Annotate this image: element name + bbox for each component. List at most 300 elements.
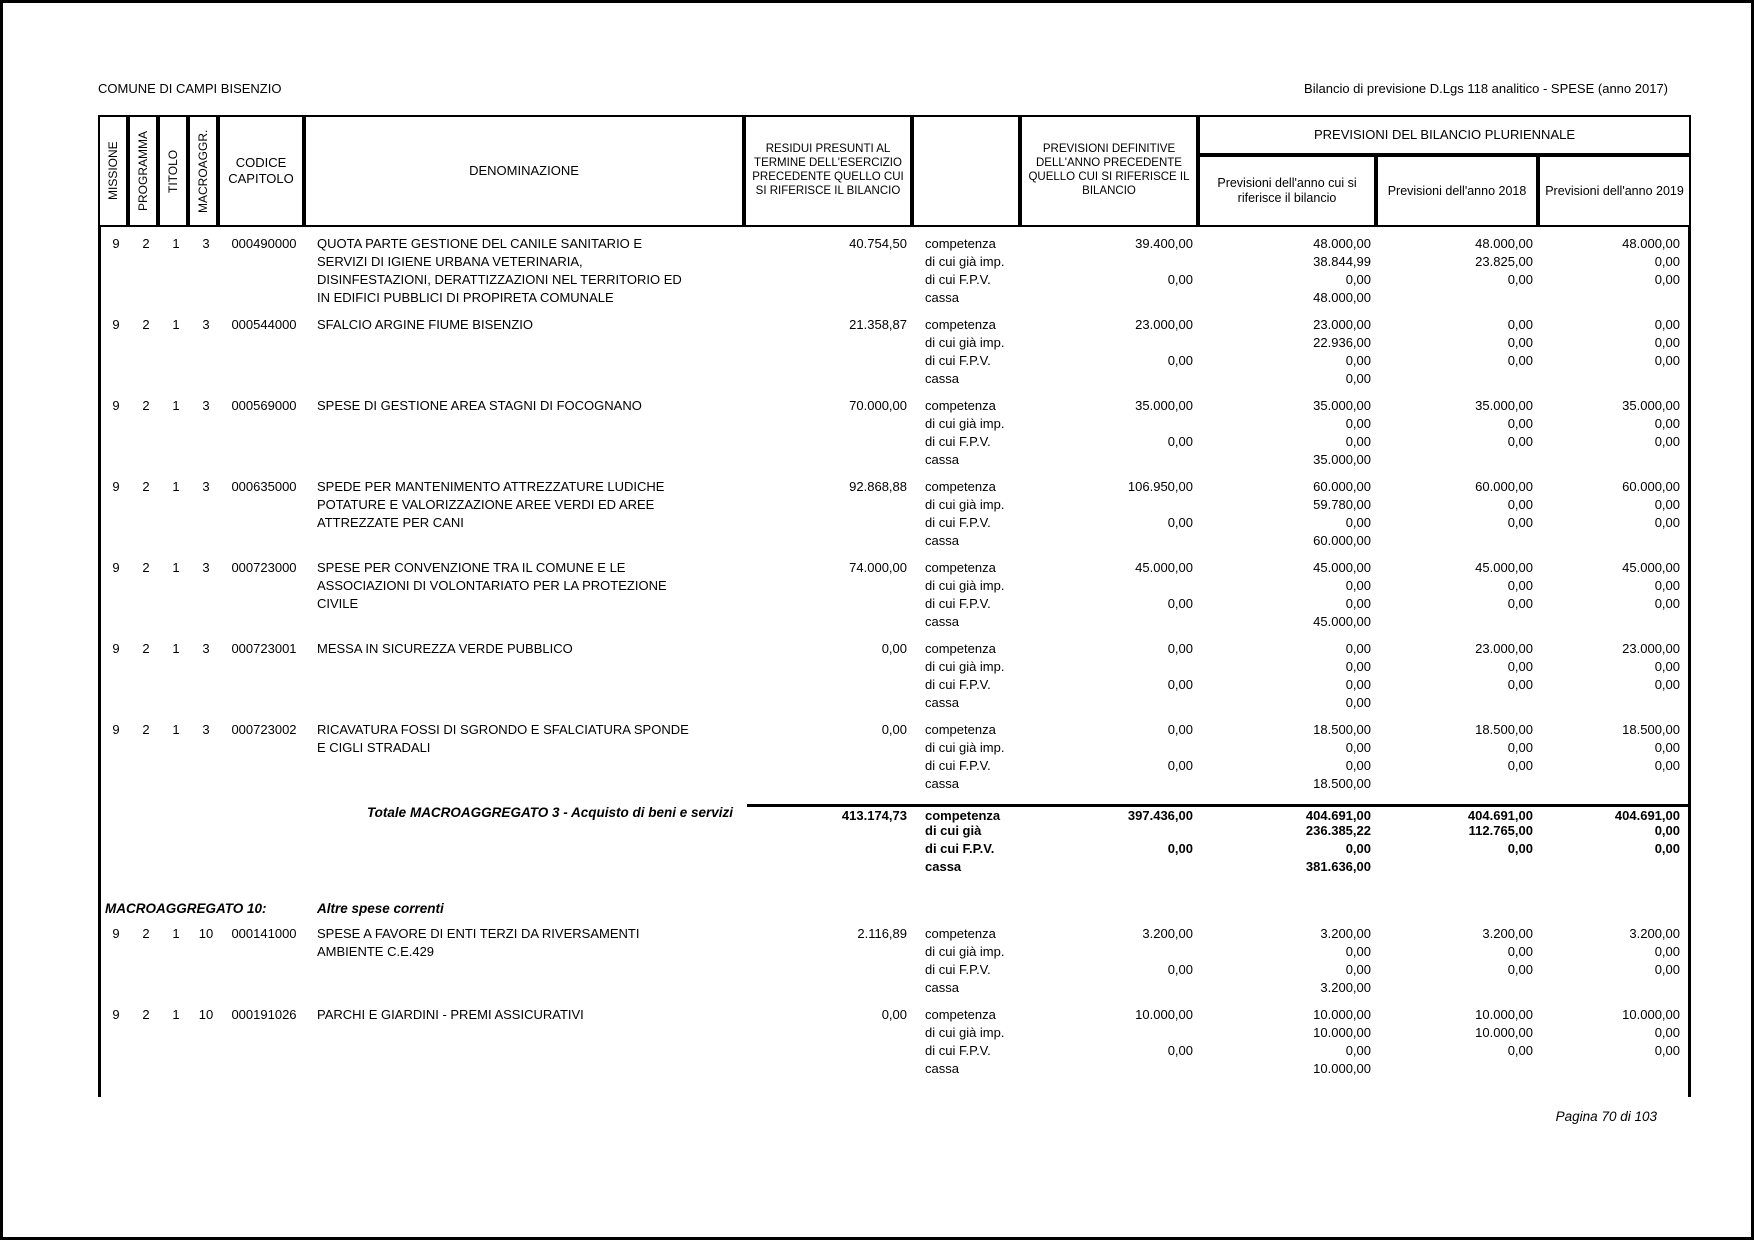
anno-2019-value: 0,00 bbox=[1654, 944, 1680, 959]
anno-2018-value: 48.000,00 bbox=[1475, 236, 1533, 251]
macroaggr-value: 3 bbox=[202, 479, 210, 494]
anno-bilancio-value: 0,00 bbox=[1345, 962, 1371, 977]
line-label: competenza bbox=[925, 236, 996, 251]
residui-value: 2.116,89 bbox=[857, 926, 907, 941]
anno-2019-value: 48.000,00 bbox=[1622, 236, 1680, 251]
anno-2018-value bbox=[1379, 370, 1541, 388]
previsioni-definitive-value: 3.200,00 bbox=[1142, 926, 1193, 941]
page-number: Pagina 70 di 103 bbox=[1555, 1109, 1657, 1124]
macroaggregato-title: Altre spese correnti bbox=[317, 901, 444, 916]
anno-2019-value bbox=[1541, 613, 1688, 631]
line-label: di cui F.P.V. bbox=[925, 596, 991, 611]
anno-2019-value: 404.691,00 bbox=[1541, 804, 1688, 822]
programma-value: 2 bbox=[142, 317, 150, 332]
titolo-value: 1 bbox=[172, 398, 180, 413]
programma-value: 2 bbox=[142, 236, 150, 251]
anno-bilancio-value: 10.000,00 bbox=[1313, 1025, 1371, 1040]
anno-bilancio-value: 22.936,00 bbox=[1313, 335, 1371, 350]
denominazione bbox=[307, 925, 747, 997]
anno-bilancio-value: 0,00 bbox=[1345, 740, 1371, 755]
anno-2019-value: 0,00 bbox=[1654, 962, 1680, 977]
previsioni-definitive-value: 0,00 bbox=[1167, 758, 1193, 773]
col-header-missione: MISSIONE bbox=[98, 115, 128, 227]
denominazione-line: SFALCIO ARGINE FIUME BISENZIO bbox=[317, 317, 533, 332]
titolo-value: 1 bbox=[172, 479, 180, 494]
codice-capitolo-value: 000544000 bbox=[231, 317, 297, 332]
anno-2019-value: 0,00 bbox=[1654, 497, 1680, 512]
anno-2018-value: 0,00 bbox=[1507, 434, 1533, 449]
programma-value: 2 bbox=[142, 398, 150, 413]
anno-2018-value: 0,00 bbox=[1507, 497, 1533, 512]
previsioni-definitive-value: 10.000,00 bbox=[1135, 1007, 1193, 1022]
totale-label: Totale MACROAGGREGATO 3 - Acquisto di beni e servizi bbox=[366, 805, 733, 820]
anno-2018-value bbox=[1379, 532, 1541, 550]
codice-capitolo-value: 000569000 bbox=[231, 398, 297, 413]
anno-bilancio-value: 10.000,00 bbox=[1313, 1007, 1371, 1022]
missione-value: 9 bbox=[112, 479, 120, 494]
anno-2018-value: 0,00 bbox=[1507, 353, 1533, 368]
anno-2019-value bbox=[1541, 370, 1688, 388]
denominazione-line: SPEDE PER MANTENIMENTO ATTREZZATURE LUDICHE bbox=[317, 479, 665, 494]
codice-capitolo-value: 000723001 bbox=[231, 641, 297, 656]
line-label: di cui già imp. bbox=[925, 254, 1005, 269]
denominazione bbox=[307, 721, 747, 793]
col-header-anno-2018: Previsioni dell'anno 2018 bbox=[1376, 155, 1538, 227]
residui-value: 74.000,00 bbox=[849, 560, 907, 575]
previsioni-definitive-value bbox=[1023, 858, 1201, 876]
residui-value: 0,00 bbox=[881, 641, 907, 656]
titolo-value: 1 bbox=[172, 317, 180, 332]
anno-2019-value bbox=[1541, 451, 1688, 469]
anno-2018-value bbox=[1379, 613, 1541, 631]
denominazione-line: POTATURE E VALORIZZAZIONE AREE VERDI ED AREE bbox=[317, 497, 655, 512]
previsioni-definitive-value bbox=[1023, 496, 1201, 514]
anno-2019-value: 0,00 bbox=[1654, 272, 1680, 287]
denominazione bbox=[307, 1006, 747, 1078]
missione-value: 9 bbox=[112, 722, 120, 737]
previsioni-definitive-value bbox=[1023, 370, 1201, 388]
anno-2018-value: 0,00 bbox=[1507, 272, 1533, 287]
anno-2019-value: 0,00 bbox=[1654, 416, 1680, 431]
anno-bilancio-value: 0,00 bbox=[1345, 371, 1371, 386]
anno-2019-value: 0,00 bbox=[1654, 317, 1680, 332]
anno-bilancio-value: 0,00 bbox=[1345, 677, 1371, 692]
codice-capitolo-value: 000490000 bbox=[231, 236, 297, 251]
line-label: competenza bbox=[925, 317, 996, 332]
anno-2019-value: 3.200,00 bbox=[1629, 926, 1680, 941]
line-label: di cui F.P.V. bbox=[925, 962, 991, 977]
previsioni-definitive-value: 0,00 bbox=[1167, 722, 1193, 737]
anno-bilancio-value: 60.000,00 bbox=[1313, 533, 1371, 548]
line-label: di cui F.P.V. bbox=[925, 353, 991, 368]
table-header bbox=[98, 115, 1691, 227]
anno-2018-value: 0,00 bbox=[1507, 740, 1533, 755]
previsioni-definitive-value: 397.436,00 bbox=[1023, 804, 1201, 822]
anno-2019-value bbox=[1541, 979, 1688, 997]
line-label: competenza bbox=[925, 560, 996, 575]
missione-value: 9 bbox=[112, 317, 120, 332]
anno-bilancio-value: 0,00 bbox=[1345, 353, 1371, 368]
line-label: cassa bbox=[925, 695, 959, 710]
line-label: competenza bbox=[925, 1007, 996, 1022]
line-label: cassa bbox=[925, 776, 959, 791]
anno-2019-value bbox=[1541, 532, 1688, 550]
anno-2018-value: 0,00 bbox=[1507, 758, 1533, 773]
anno-2019-value: 0,00 bbox=[1654, 335, 1680, 350]
col-header-macroaggr: MACROAGGR. bbox=[188, 115, 218, 227]
line-label: di cui F.P.V. bbox=[925, 841, 995, 856]
capitolo-row bbox=[101, 397, 1688, 478]
macroaggr-value: 3 bbox=[202, 398, 210, 413]
line-label: cassa bbox=[925, 859, 962, 874]
macroaggr-value: 10 bbox=[198, 1007, 214, 1022]
anno-bilancio-value: 0,00 bbox=[1345, 641, 1371, 656]
anno-2018-value bbox=[1379, 858, 1541, 876]
line-label: di cui già imp. bbox=[925, 497, 1005, 512]
anno-2018-value: 0,00 bbox=[1507, 416, 1533, 431]
page-header bbox=[98, 81, 1668, 96]
codice-capitolo-value: 000723000 bbox=[231, 560, 297, 575]
anno-bilancio-value: 381.636,00 bbox=[1305, 859, 1371, 874]
anno-2019-value: 0,00 bbox=[1654, 596, 1680, 611]
anno-2018-value: 0,00 bbox=[1507, 659, 1533, 674]
anno-2018-value bbox=[1379, 1060, 1541, 1078]
denominazione-line: SERVIZI DI IGIENE URBANA VETERINARIA, bbox=[317, 254, 583, 269]
line-label: di cui già imp. bbox=[925, 944, 1005, 959]
previsioni-definitive-value: 39.400,00 bbox=[1135, 236, 1193, 251]
col-header-programma: PROGRAMMA bbox=[128, 115, 158, 227]
anno-bilancio-value: 48.000,00 bbox=[1313, 290, 1371, 305]
anno-2019-value: 10.000,00 bbox=[1622, 1007, 1680, 1022]
line-label: di cui già imp. bbox=[925, 578, 1005, 593]
previsioni-definitive-value bbox=[1023, 334, 1201, 352]
line-label: competenza bbox=[925, 641, 996, 656]
anno-2018-value: 404.691,00 bbox=[1379, 804, 1541, 822]
anno-bilancio-value: 404.691,00 bbox=[1201, 804, 1379, 822]
denominazione-line: MESSA IN SICUREZZA VERDE PUBBLICO bbox=[317, 641, 573, 656]
anno-bilancio-value: 0,00 bbox=[1345, 434, 1371, 449]
missione-value: 9 bbox=[112, 1007, 120, 1022]
previsioni-definitive-value bbox=[1023, 979, 1201, 997]
line-label: cassa bbox=[925, 290, 959, 305]
titolo-value: 1 bbox=[172, 926, 180, 941]
residui-value: 70.000,00 bbox=[849, 398, 907, 413]
anno-bilancio-value: 3.200,00 bbox=[1320, 926, 1371, 941]
anno-bilancio-value: 0,00 bbox=[1345, 841, 1371, 856]
previsioni-definitive-value: 0,00 bbox=[1167, 677, 1193, 692]
anno-2018-value: 0,00 bbox=[1507, 944, 1533, 959]
denominazione-line: CIVILE bbox=[317, 596, 359, 611]
titolo-value: 1 bbox=[172, 722, 180, 737]
budget-table bbox=[98, 115, 1691, 1097]
anno-bilancio-value: 45.000,00 bbox=[1313, 560, 1371, 575]
macroaggr-value: 3 bbox=[202, 317, 210, 332]
anno-bilancio-value: 35.000,00 bbox=[1313, 452, 1371, 467]
anno-2018-value: 0,00 bbox=[1507, 841, 1533, 856]
anno-2018-value bbox=[1379, 979, 1541, 997]
line-label: cassa bbox=[925, 452, 959, 467]
residui-value: 21.358,87 bbox=[849, 317, 907, 332]
denominazione-line: SPESE PER CONVENZIONE TRA IL COMUNE E LE bbox=[317, 560, 626, 575]
capitolo-row bbox=[101, 559, 1688, 640]
capitolo-row bbox=[101, 925, 1688, 1006]
residui-value: 0,00 bbox=[881, 722, 907, 737]
previsioni-definitive-value bbox=[1023, 658, 1201, 676]
programma-value: 2 bbox=[142, 722, 150, 737]
programma-value: 2 bbox=[142, 1007, 150, 1022]
capitolo-row bbox=[101, 235, 1688, 316]
anno-2019-value: 0,00 bbox=[1654, 434, 1680, 449]
capitolo-row bbox=[101, 1006, 1688, 1087]
totale-row bbox=[101, 804, 1688, 885]
anno-2018-value: 23.000,00 bbox=[1475, 641, 1533, 656]
line-label: competenza bbox=[925, 398, 996, 413]
anno-2019-value bbox=[1541, 1060, 1688, 1078]
anno-2019-value bbox=[1541, 289, 1688, 307]
anno-2019-value: 0,00 bbox=[1654, 578, 1680, 593]
anno-2019-value: 45.000,00 bbox=[1622, 560, 1680, 575]
denominazione-line: IN EDIFICI PUBBLICI DI PROPIRETA COMUNALE bbox=[317, 290, 614, 305]
table-body bbox=[98, 227, 1691, 1097]
previsioni-definitive-value: 0,00 bbox=[1167, 272, 1193, 287]
capitolo-row bbox=[101, 640, 1688, 721]
anno-2018-value: 10.000,00 bbox=[1475, 1007, 1533, 1022]
previsioni-definitive-value bbox=[1023, 775, 1201, 793]
anno-bilancio-value: 0,00 bbox=[1345, 659, 1371, 674]
anno-2018-value: 0,00 bbox=[1507, 677, 1533, 692]
capitolo-row bbox=[101, 721, 1688, 802]
line-label: di cui F.P.V. bbox=[925, 515, 991, 530]
line-label: di cui già imp. bbox=[925, 740, 1005, 755]
anno-2018-value: 18.500,00 bbox=[1475, 722, 1533, 737]
anno-bilancio-value: 0,00 bbox=[1345, 578, 1371, 593]
previsioni-definitive-value bbox=[1023, 613, 1201, 631]
col-header-denominazione: DENOMINAZIONE bbox=[304, 115, 744, 227]
anno-bilancio-value: 10.000,00 bbox=[1313, 1061, 1371, 1076]
col-header-pluriennale: PREVISIONI DEL BILANCIO PLURIENNALE bbox=[1198, 115, 1691, 155]
line-label: di cui già imp. bbox=[925, 416, 1005, 431]
previsioni-definitive-value: 0,00 bbox=[1167, 841, 1193, 856]
previsioni-definitive-value bbox=[1023, 694, 1201, 712]
anno-bilancio-value: 0,00 bbox=[1345, 515, 1371, 530]
line-label: di cui F.P.V. bbox=[925, 758, 991, 773]
anno-2018-value bbox=[1379, 694, 1541, 712]
anno-2018-value bbox=[1379, 775, 1541, 793]
anno-2019-value: 0,00 bbox=[1654, 841, 1680, 856]
anno-2018-value: 0,00 bbox=[1507, 596, 1533, 611]
missione-value: 9 bbox=[112, 398, 120, 413]
missione-value: 9 bbox=[112, 926, 120, 941]
anno-bilancio-value: 0,00 bbox=[1345, 272, 1371, 287]
macroaggr-value: 3 bbox=[202, 722, 210, 737]
col-header-previsioni-definitive: PREVISIONI DEFINITIVE DELL'ANNO PRECEDENTE QUELLO CUI SI RIFERISCE IL BILANCIO bbox=[1020, 115, 1198, 227]
previsioni-definitive-value: 0,00 bbox=[1167, 596, 1193, 611]
missione-value: 9 bbox=[112, 236, 120, 251]
anno-bilancio-value: 23.000,00 bbox=[1313, 317, 1371, 332]
denominazione-line: QUOTA PARTE GESTIONE DEL CANILE SANITARIO E bbox=[317, 236, 643, 251]
missione-value: 9 bbox=[112, 641, 120, 656]
previsioni-definitive-value bbox=[1023, 943, 1201, 961]
col-header-anno-bilancio: Previsioni dell'anno cui si riferisce il bilancio bbox=[1198, 155, 1376, 227]
line-label: di cui già imp. bbox=[925, 659, 1005, 674]
anno-bilancio-value: 60.000,00 bbox=[1313, 479, 1371, 494]
anno-bilancio-value: 0,00 bbox=[1345, 695, 1371, 710]
anno-2019-value: 0,00 bbox=[1654, 758, 1680, 773]
previsioni-definitive-value bbox=[1023, 451, 1201, 469]
anno-bilancio-value: 0,00 bbox=[1345, 1043, 1371, 1058]
line-label: cassa bbox=[925, 533, 959, 548]
line-label: di cui F.P.V. bbox=[925, 677, 991, 692]
anno-bilancio-value: 45.000,00 bbox=[1313, 614, 1371, 629]
previsioni-definitive-value: 0,00 bbox=[1167, 641, 1193, 656]
previsioni-definitive-value: 45.000,00 bbox=[1135, 560, 1193, 575]
macroaggr-value: 3 bbox=[202, 560, 210, 575]
denominazione bbox=[307, 478, 747, 550]
titolo-value: 1 bbox=[172, 1007, 180, 1022]
programma-value: 2 bbox=[142, 560, 150, 575]
anno-bilancio-value: 38.844,99 bbox=[1313, 254, 1371, 269]
anno-bilancio-value: 0,00 bbox=[1345, 416, 1371, 431]
anno-2019-value: 0,00 bbox=[1654, 254, 1680, 269]
codice-capitolo-value: 000635000 bbox=[231, 479, 297, 494]
anno-2019-value bbox=[1541, 858, 1688, 876]
capitolo-row bbox=[101, 478, 1688, 559]
col-header-residui: RESIDUI PRESUNTI AL TERMINE DELL'ESERCIZIO PRECEDENTE QUELLO CUI SI RIFERISCE IL BILANCIO bbox=[744, 115, 912, 227]
denominazione bbox=[307, 316, 747, 388]
residui-value: 413.174,73 bbox=[747, 804, 915, 822]
residui-value: 92.868,88 bbox=[849, 479, 907, 494]
anno-2018-value: 0,00 bbox=[1507, 515, 1533, 530]
macroaggregato-section-row bbox=[101, 899, 1688, 919]
previsioni-definitive-value bbox=[1023, 822, 1201, 840]
anno-2018-value: 45.000,00 bbox=[1475, 560, 1533, 575]
denominazione-line: PARCHI E GIARDINI - PREMI ASSICURATIVI bbox=[317, 1007, 584, 1022]
titolo-value: 1 bbox=[172, 560, 180, 575]
anno-bilancio-value: 3.200,00 bbox=[1320, 980, 1371, 995]
previsioni-definitive-value bbox=[1023, 739, 1201, 757]
previsioni-definitive-value: 0,00 bbox=[1167, 962, 1193, 977]
denominazione-line: E CIGLI STRADALI bbox=[317, 740, 431, 755]
col-header-anno-2019: Previsioni dell'anno 2019 bbox=[1538, 155, 1691, 227]
anno-2019-value bbox=[1541, 694, 1688, 712]
anno-2018-value: 0,00 bbox=[1507, 578, 1533, 593]
anno-2019-value: 0,00 bbox=[1654, 1043, 1680, 1058]
previsioni-definitive-value bbox=[1023, 532, 1201, 550]
codice-capitolo-value: 000141000 bbox=[231, 926, 297, 941]
anno-2018-value: 23.825,00 bbox=[1475, 254, 1533, 269]
line-label: di cui F.P.V. bbox=[925, 272, 991, 287]
anno-2018-value: 3.200,00 bbox=[1482, 926, 1533, 941]
anno-2019-value: 35.000,00 bbox=[1622, 398, 1680, 413]
anno-2019-value: 0,00 bbox=[1654, 677, 1680, 692]
denominazione-line: RICAVATURA FOSSI DI SGRONDO E SFALCIATURA SPONDE bbox=[317, 722, 689, 737]
previsioni-definitive-value: 0,00 bbox=[1167, 353, 1193, 368]
denominazione bbox=[307, 640, 747, 712]
denominazione-line: DISINFESTAZIONI, DERATTIZZAZIONI NEL TERRITORIO ED bbox=[317, 272, 682, 287]
line-label: di cui già imp. bbox=[925, 1025, 1005, 1040]
anno-2019-value: 0,00 bbox=[1654, 740, 1680, 755]
line-label: competenza bbox=[925, 722, 996, 737]
anno-2018-value bbox=[1379, 289, 1541, 307]
col-header-titolo: TITOLO bbox=[158, 115, 188, 227]
anno-bilancio-value: 236.385,22 bbox=[1305, 823, 1371, 838]
residui-value: 0,00 bbox=[881, 1007, 907, 1022]
line-label: di cui F.P.V. bbox=[925, 434, 991, 449]
anno-bilancio-value: 18.500,00 bbox=[1313, 776, 1371, 791]
previsioni-definitive-value bbox=[1023, 1024, 1201, 1042]
macroaggr-value: 10 bbox=[198, 926, 214, 941]
anno-2019-value: 18.500,00 bbox=[1622, 722, 1680, 737]
residui-value: 40.754,50 bbox=[849, 236, 907, 251]
programma-value: 2 bbox=[142, 926, 150, 941]
line-label: di cui già imp. bbox=[925, 335, 1005, 350]
anno-bilancio-value: 35.000,00 bbox=[1313, 398, 1371, 413]
programma-value: 2 bbox=[142, 641, 150, 656]
line-label: competenza bbox=[925, 926, 996, 941]
denominazione-line: ASSOCIAZIONI DI VOLONTARIATO PER LA PROTEZIONE bbox=[317, 578, 667, 593]
anno-2019-value: 0,00 bbox=[1654, 515, 1680, 530]
anno-2018-value: 60.000,00 bbox=[1475, 479, 1533, 494]
previsioni-definitive-value bbox=[1023, 577, 1201, 595]
denominazione-line: SPESE A FAVORE DI ENTI TERZI DA RIVERSAMENTI bbox=[317, 926, 640, 941]
anno-2018-value: 112.765,00 bbox=[1468, 823, 1533, 838]
previsioni-definitive-value: 23.000,00 bbox=[1135, 317, 1193, 332]
anno-2019-value: 0,00 bbox=[1654, 353, 1680, 368]
titolo-value: 1 bbox=[172, 641, 180, 656]
line-label: cassa bbox=[925, 980, 959, 995]
anno-2019-value: 0,00 bbox=[1654, 823, 1680, 838]
anno-bilancio-value: 0,00 bbox=[1345, 758, 1371, 773]
codice-capitolo-value: 000723002 bbox=[231, 722, 297, 737]
anno-2019-value: 23.000,00 bbox=[1622, 641, 1680, 656]
anno-bilancio-value: 48.000,00 bbox=[1313, 236, 1371, 251]
denominazione-line: SPESE DI GESTIONE AREA STAGNI DI FOCOGNANO bbox=[317, 398, 642, 413]
anno-bilancio-value: 0,00 bbox=[1345, 944, 1371, 959]
anno-2019-value: 60.000,00 bbox=[1622, 479, 1680, 494]
macroaggr-value: 3 bbox=[202, 641, 210, 656]
anno-2019-value: 0,00 bbox=[1654, 1025, 1680, 1040]
anno-2018-value bbox=[1379, 451, 1541, 469]
anno-bilancio-value: 0,00 bbox=[1345, 596, 1371, 611]
line-label: di cui F.P.V. bbox=[925, 1043, 991, 1058]
previsioni-definitive-value: 35.000,00 bbox=[1135, 398, 1193, 413]
anno-2019-value bbox=[1541, 775, 1688, 793]
anno-2019-value: 0,00 bbox=[1654, 659, 1680, 674]
col-header-codice-capitolo: CODICE CAPITOLO bbox=[218, 115, 304, 227]
previsioni-definitive-value: 0,00 bbox=[1167, 1043, 1193, 1058]
page-title-left: COMUNE DI CAMPI BISENZIO bbox=[98, 81, 282, 96]
anno-2018-value: 0,00 bbox=[1507, 962, 1533, 977]
denominazione bbox=[307, 559, 747, 631]
line-label: competenza bbox=[925, 479, 996, 494]
line-label: competenza bbox=[915, 804, 1023, 822]
capitolo-row bbox=[101, 316, 1688, 397]
previsioni-definitive-value bbox=[1023, 289, 1201, 307]
anno-2018-value: 35.000,00 bbox=[1475, 398, 1533, 413]
previsioni-definitive-value: 106.950,00 bbox=[1127, 479, 1193, 494]
anno-2018-value: 0,00 bbox=[1507, 1043, 1533, 1058]
denominazione bbox=[307, 235, 747, 307]
col-header-tipo-empty bbox=[912, 115, 1020, 227]
denominazione-line: ATTREZZATE PER CANI bbox=[317, 515, 464, 530]
macroaggregato-label: MACROAGGREGATO 10: bbox=[105, 901, 267, 916]
previsioni-definitive-value: 0,00 bbox=[1167, 434, 1193, 449]
line-label: cassa bbox=[925, 1061, 959, 1076]
page-title-right: Bilancio di previsione D.Lgs 118 analitico - SPESE (anno 2017) bbox=[1304, 81, 1668, 96]
denominazione-line: AMBIENTE C.E.429 bbox=[317, 944, 435, 959]
missione-value: 9 bbox=[112, 560, 120, 575]
previsioni-definitive-value bbox=[1023, 415, 1201, 433]
